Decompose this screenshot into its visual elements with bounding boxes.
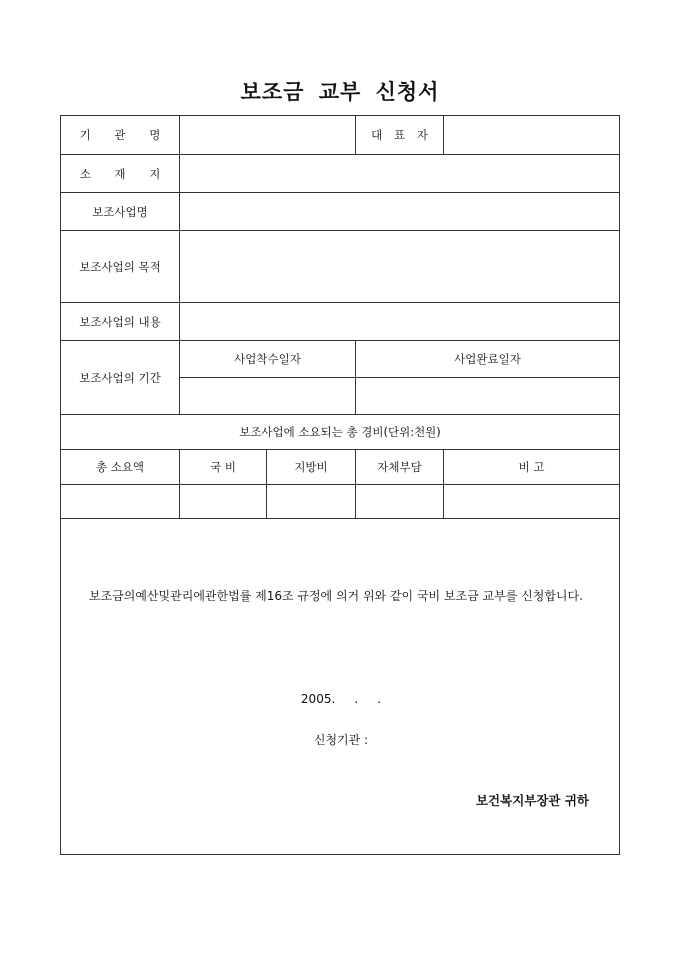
- project-purpose-field[interactable]: [180, 231, 619, 302]
- row-divider: [61, 518, 619, 519]
- applicant-label: 신청기관 :: [313, 733, 369, 747]
- start-date-label: 사업착수일자: [234, 352, 301, 366]
- title-word: 신청서: [375, 79, 440, 104]
- declaration-text: 보조금의예산및관리에관한법률 제16조 규정에 의거 위와 같이 국비 보조금 교부를 신청합니다.: [89, 589, 583, 603]
- project-name-label: 보조사업명: [92, 204, 148, 219]
- project-content-field[interactable]: [180, 303, 619, 340]
- location-label: 소 재 지: [79, 166, 171, 181]
- start-date-field[interactable]: [180, 378, 355, 414]
- project-period-label: 보조사업의 기간: [79, 370, 161, 385]
- title-word: 보조금: [240, 79, 305, 104]
- expense-col-remarks: 비 고: [518, 460, 545, 474]
- project-name-field[interactable]: [180, 193, 619, 230]
- end-date-label: 사업완료일자: [454, 352, 521, 366]
- expense-col-national: 국 비: [210, 460, 236, 474]
- document-title: [0, 76, 680, 106]
- expense-col-self: 자체부담: [377, 460, 422, 474]
- recipient-line: 보건복지부장관 귀하: [475, 793, 589, 808]
- expense-national-field[interactable]: [180, 485, 266, 518]
- expense-total-field[interactable]: [61, 485, 179, 518]
- expense-header: 보조사업에 소요되는 총 경비(단위:천원): [239, 425, 441, 439]
- title-word: 교부: [318, 79, 362, 104]
- expense-self-field[interactable]: [356, 485, 443, 518]
- expense-col-total: 총 소요액: [95, 460, 145, 474]
- project-content-label: 보조사업의 내용: [79, 314, 161, 329]
- project-purpose-label: 보조사업의 목적: [79, 259, 161, 274]
- expense-local-field[interactable]: [267, 485, 355, 518]
- representative-label: 대 표 자: [371, 128, 432, 142]
- application-form: [60, 115, 620, 855]
- expense-col-local: 지방비: [294, 460, 328, 474]
- application-date: 2005. . .: [300, 692, 382, 706]
- end-date-field[interactable]: [356, 378, 619, 414]
- location-field[interactable]: [180, 155, 619, 192]
- org-name-label: 기 관 명: [79, 128, 171, 142]
- expense-remarks-field[interactable]: [444, 485, 619, 518]
- representative-field[interactable]: [444, 116, 619, 154]
- org-name-field[interactable]: [180, 116, 355, 154]
